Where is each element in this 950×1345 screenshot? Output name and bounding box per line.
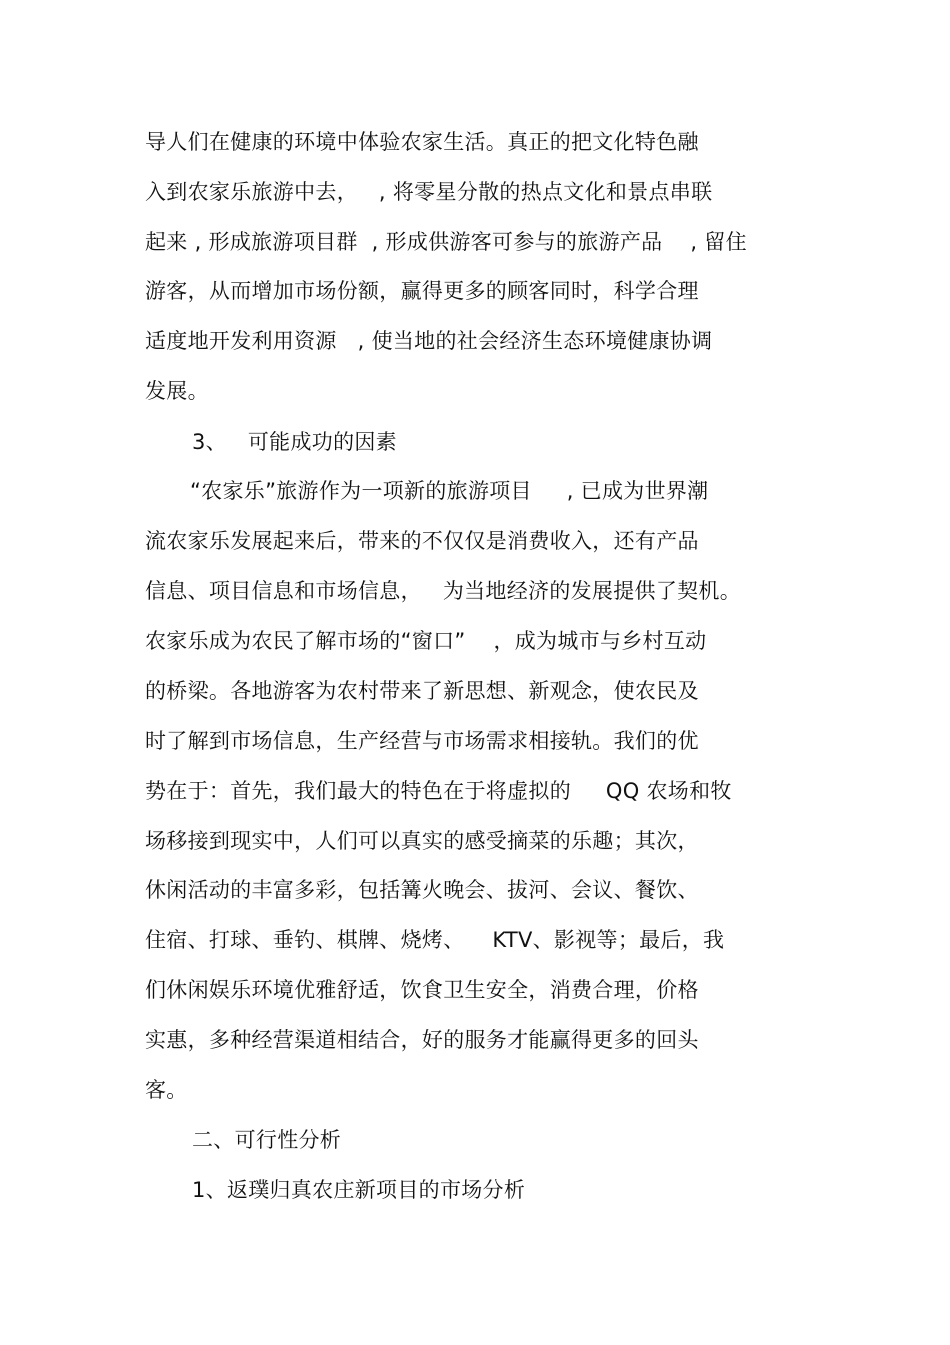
- text-line: 的桥梁。各地游客为农村带来了新思想、新观念，使农民及: [145, 679, 699, 703]
- text-line: 适度地开发利用资源 , 使当地的社会经济生态环境健康协调: [145, 329, 713, 353]
- text-line: 入到农家乐旅游中去， , 将零星分散的热点文化和景点串联: [145, 180, 713, 204]
- text-line: 农家乐成为农民了解市场的“窗口” ，成为城市与乡村互动: [145, 629, 707, 653]
- text-line: 导人们在健康的环境中体验农家生活。真正的把文化特色融: [145, 130, 699, 154]
- text-line: 流农家乐发展起来后，带来的不仅仅是消费收入，还有产品: [145, 529, 699, 553]
- text-line: 发展。: [145, 379, 209, 403]
- subsection-heading: 1、返璞归真农庄新项目的市场分析: [192, 1178, 526, 1202]
- text-line: 们休闲娱乐环境优雅舒适，饮食卫生安全，消费合理，价格: [145, 978, 699, 1002]
- text-line: “农家乐”旅游作为一项新的旅游项目 , 已成为世界潮: [190, 479, 709, 503]
- text-line: 休闲活动的丰富多彩，包括篝火晚会、拔河、会议、餐饮、: [145, 878, 699, 902]
- text-line: 实惠，多种经营渠道相结合，好的服务才能赢得更多的回头: [145, 1028, 699, 1052]
- text-line: 住宿、打球、垂钓、棋牌、烧烤、 KTV、影视等；最后，我: [145, 928, 725, 952]
- section-heading: 3、 可能成功的因素: [192, 430, 397, 454]
- text-line: 时了解到市场信息，生产经营与市场需求相接轨。我们的优: [145, 729, 699, 753]
- text-line: 起来 , 形成旅游项目群 , 形成供游客可参与的旅游产品 , 留住: [145, 230, 747, 254]
- text-line: 场移接到现实中，人们可以真实的感受摘菜的乐趣；其次，: [145, 829, 699, 853]
- text-line: 客。: [145, 1078, 188, 1102]
- section-heading: 二、可行性分析: [192, 1128, 342, 1152]
- text-line: 势在于：首先，我们最大的特色在于将虚拟的 QQ 农场和牧: [145, 779, 732, 803]
- text-line: 游客，从而增加市场份额，赢得更多的顾客同时，科学合理: [145, 279, 699, 303]
- text-line: 信息、项目信息和市场信息， 为当地经济的发展提供了契机。: [145, 579, 742, 603]
